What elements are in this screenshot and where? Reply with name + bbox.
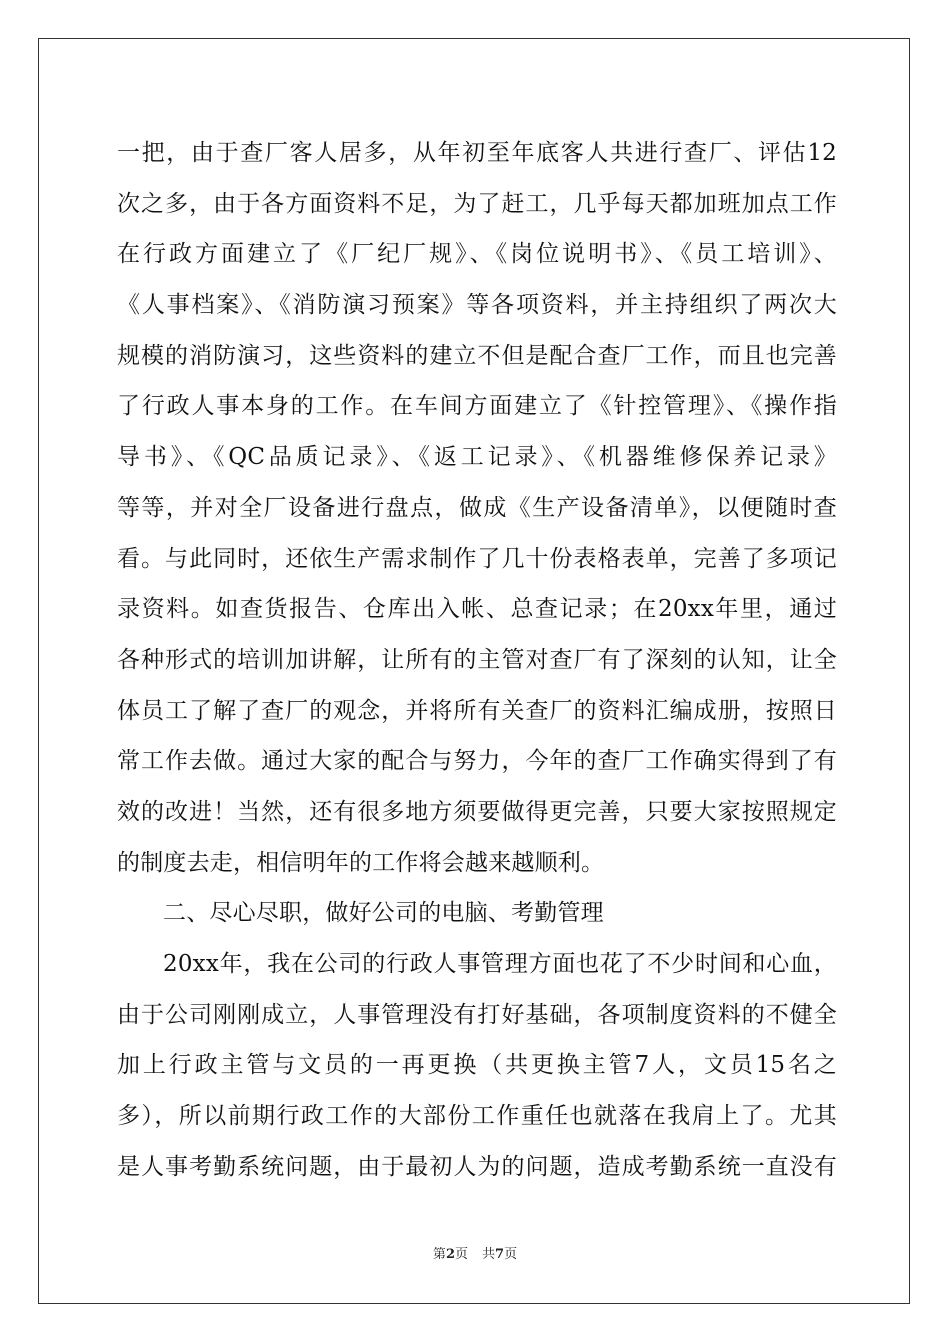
text-line: 多），所以前期行政工作的大部份工作重任也就落在我肩上了。尤其 — [117, 1103, 837, 1130]
text-line: 加上行政主管与文员的一再更换（共更换主管7人，文员15名之 — [117, 1052, 837, 1079]
text-line: 常工作去做。通过大家的配合与努力，今年的查厂工作确实得到了有 — [117, 748, 837, 775]
total-prefix: 共 — [482, 1247, 496, 1262]
text-line: 了行政人事本身的工作。在车间方面建立了《针控管理》、《操作指 — [117, 393, 837, 420]
text-line: 是人事考勤系统问题，由于最初人为的问题，造成考勤系统一直没有 — [117, 1153, 837, 1180]
page-footer — [0, 1243, 950, 1262]
text-line: 由于公司刚刚成立，人事管理没有打好基础，各项制度资料的不健全 — [117, 1001, 837, 1028]
page-suffix: 页 — [454, 1247, 468, 1262]
text-line: 次之多，由于各方面资料不足，为了赶工，几乎每天都加班加点工作 — [117, 190, 837, 217]
document-body — [117, 128, 837, 1192]
text-line: 20xx年，我在公司的行政人事管理方面也花了不少时间和心血， — [163, 951, 837, 977]
text-line: 看。与此同时，还依生产需求制作了几十份表格表单，完善了多项记 — [117, 545, 837, 572]
text-line: 效的改进！当然，还有很多地方须要做得更完善，只要大家按照规定 — [117, 798, 837, 825]
text-line: 一把，由于查厂客人居多，从年初至年底客人共进行查厂、评估12 — [117, 140, 837, 166]
page-prefix: 第 — [432, 1247, 446, 1262]
page-total: 7 — [495, 1247, 505, 1262]
total-suffix: 页 — [504, 1247, 518, 1262]
section-heading: 二、尽心尽职，做好公司的电脑、考勤管理 — [163, 900, 604, 927]
text-line: 《人事档案》、《消防演习预案》等各项资料，并主持组织了两次大 — [117, 292, 837, 319]
text-line: 规模的消防演习，这些资料的建立不但是配合查厂工作，而且也完善 — [117, 342, 837, 369]
text-line: 导书》、《QC品质记录》、《返工记录》、《机器维修保养记录》 — [117, 444, 837, 471]
text-line: 各种形式的培训加讲解，让所有的主管对查厂有了深刻的认知，让全 — [117, 646, 837, 673]
text-line: 体员工了解了查厂的观念，并将所有关查厂的资料汇编成册，按照日 — [117, 697, 837, 724]
text-line: 录资料。如查货报告、仓库出入帐、总查记录；在20xx年里，通过 — [117, 596, 837, 623]
page-number: 2 — [445, 1247, 455, 1262]
text-line: 在行政方面建立了《厂纪厂规》、《岗位说明书》、《员工培训》、 — [117, 241, 837, 268]
text-line: 的制度去走，相信明年的工作将会越来越顺利。 — [117, 849, 605, 876]
text-line: 等等，并对全厂设备进行盘点，做成《生产设备清单》，以便随时查 — [117, 494, 837, 521]
